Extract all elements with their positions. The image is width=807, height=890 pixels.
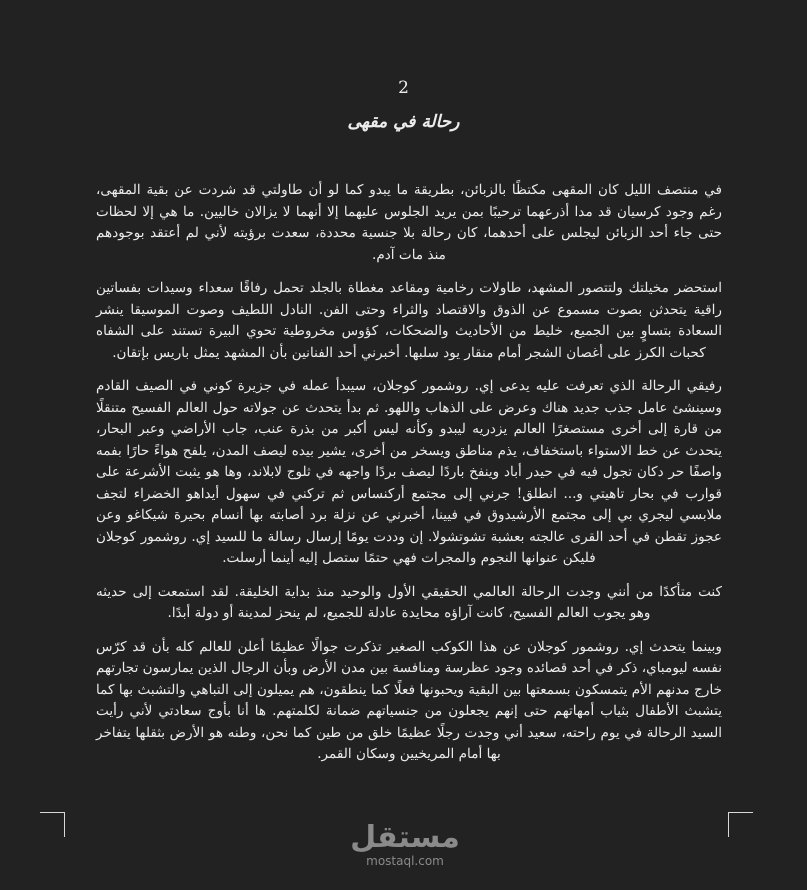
paragraph-5: وبينما يتحدث إي. روشمور كوجلان عن هذا الكوكب الصغير تذكرت جوالًا عظيمًا أعلن للعالم كله بأن قد كرّس نفسه ليومباي، ذكر في أحد قصائده وجود عظرسة ومنافسة بين مدن الأرض وبأن الرجال الذين يمارسون تجارتهم خارج مدنهم الأم يتمسكون بسمعتها بين البقية ويحبونها فعلًا كما ينطقون، هم يميلون إلى التباهي والتشبث بها كما يتشبث الأطفال بثياب أمهاتهم حتى إنهم يجعلون من جنسياتهم ضمانة لكلمتهم. ها أنا بأوج سعادتي لأني رأيت السيد الرحالة في يوم راحته، سعيد أني وجدت رجلًا عظيمًا خلق من طين كما نحن، وطنه هو الأرض بثقلها يتفاخر بها أمام المريخيين وسكان القمر. [96,638,722,762]
paragraph-1: في منتصف الليل كان المقهى مكتظًا بالزبائن، بطريقة ما يبدو كما لو أن طاولتي قد شردت عن بقية المقهى، رغم وجود كرسيان قد مدا أذرعهما ترحيبًا بمن يريد الجلوس عليهما إلا أنهما لا يزالان خاليين. ما هي إلا لحظات حتى جاء أحد الزبائن ليجلس على أحدهما، كان رحالة بلا جنسية محددة، سعدت برؤيته لأني لم أعتقد بوجودهم منذ مات آدم. [96,182,722,263]
paragraph-4: كنت متأكدًا من أنني وجدت الرحالة العالمي الحقيقي الأول والوحيد منذ بداية الخليقة. لقد استمعت إلى حديثه وهو يجوب العالم الفسيح، كانت آراؤه محايدة عادلة للجميع، لم ينحز لمدينة أو دولة أبدًا. [96,583,722,621]
watermark [350,822,460,868]
watermark-url: mostaql.com [366,854,444,868]
crop-mark-right [728,812,753,837]
watermark-logo: مستقل [350,820,460,855]
paragraph-2: استحضر مخيلتك ولتتصور المشهد، طاولات رخامية ومقاعد مغطاة بالجلد تحمل رفاقًا سعداء وسيدات بفساتين راقية يتحدثن بصوت مسموع عن الذوق والاقتصاد والثراء وحتى الفن. النادل اللطيف وصوت الموسيقا ينشر السعادة بتساوٍ بين الجميع، خليط من الأحاديث والضحكات، كؤوس مخروطية تحوي البيرة تستند على الشفاه كحبات الكرز على أغصان الشجر أمام منقار يود سلبها. أخبرني أحد الفنانين بأن المشهد يمثل باريس بإتقان. [96,280,722,361]
page-number: 2 [398,78,409,98]
crop-mark-left [40,812,65,837]
body-text [96,180,722,778]
chapter-title: رحالة في مقهى [347,112,460,132]
paragraph-3: رفيقي الرحالة الذي تعرفت عليه يدعى إي. روشمور كوجلان، سيبدأ عمله في جزيرة كوني في الصيف القادم وسينشئ عامل جذب جديد هناك وعرض على الذهاب واللهو. ثم بدأ يتحدث عن جولاته حول العالم الفسيح متنقلًا من قارة إلى أخرى مستصغرًا العالم يزدريه ليبدو وكأنه ليس أكبر من بذرة عنب، جاب الأراضي وعبر البحار، يتحدث عن خط الاستواء باستخفاف، يذم مناطق ويسخر من أخرى، يشير بيده ليصف المدن، يلفح هواءً حارًا بفمه واصفًا حر دكان تجول فيه في حيدر أباد وينفخ باردًا ليصف بردًا واجهه في ثلوج لابلاند، وها هو يثبت الأشرعة على قوارب في بحار تاهيتي و... انطلق! جرني إلى مجتمع أركنساس ثم تركني في سهول أيداهو الخضراء لتجف ملابسي ليجري بي إلى مجتمع الأرشيدوق في فيينا، أخبرني عن نزلة برد أصابته بها أنسام بحيرة شيكاغو وعن عجوز تقطن في أحد القرى عالجته بعشبة تشوتشولا. إن وددت يومًا إرسال رسالة ما للسيد إي. روشمور كوجلان فليكن عنوانها النجوم والمجرات فهي حتمًا ستصل إليه أينما أرسلت. [96,378,722,566]
